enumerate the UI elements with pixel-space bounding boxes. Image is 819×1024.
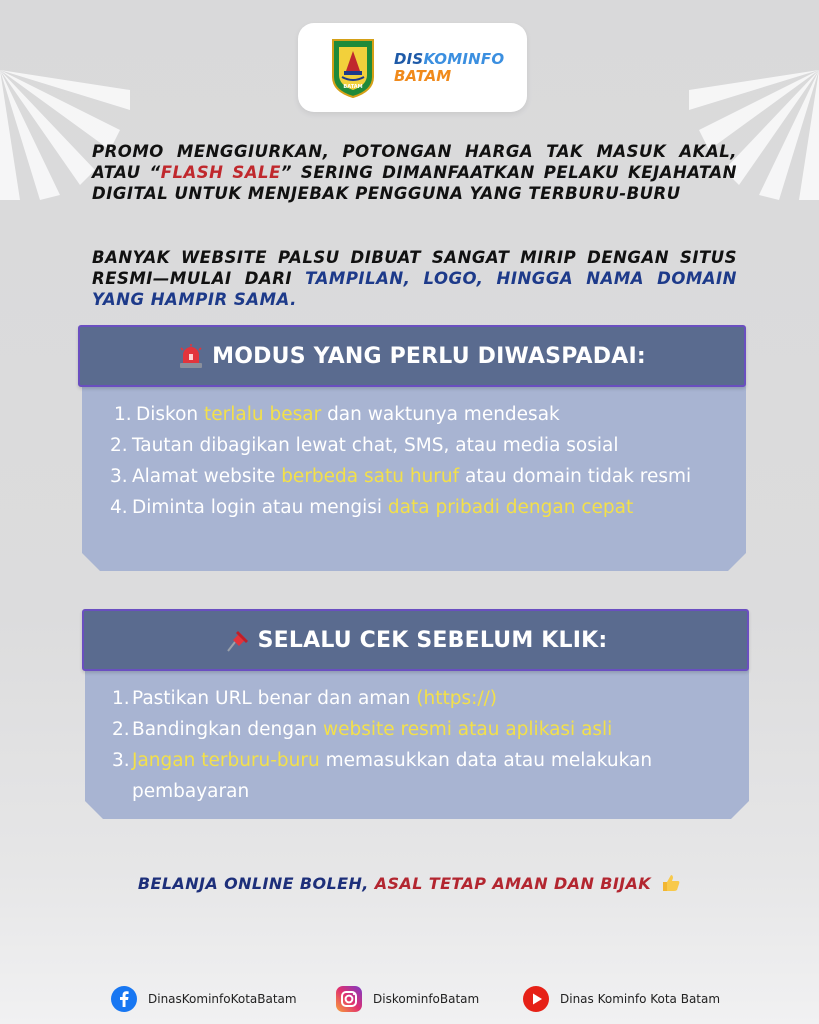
social-links [0,985,819,1015]
youtube-handle: Dinas Kominfo Kota Batam [560,992,721,1006]
modus-panel-title: MODUS YANG PERLU DIWASPADAI: [212,343,646,369]
list-num: 3. [110,466,128,487]
siren-icon [178,343,204,369]
facebook-icon [110,985,138,1013]
instagram-icon [335,985,363,1013]
list-item [112,683,732,714]
list-highlight: data pribadi dengan cepat [387,497,634,518]
list-item [110,430,730,461]
youtube-icon [522,985,550,1013]
brand-wordmark [394,49,505,85]
list-text: Alamat website [132,466,282,487]
list-highlight: (https://) [416,688,498,709]
intro-paragraph-1 [92,141,737,204]
instagram-link[interactable] [335,985,479,1013]
closing-text-b: ASAL TETAP AMAN DAN BIJAK [374,874,652,893]
logo-card [298,23,527,112]
brand-dis: DIS [394,49,424,68]
list-num: 1. [112,688,130,709]
list-num: 1. [114,404,132,425]
list-item [112,745,732,807]
intro-flash-sale: FLASH SALE [160,163,281,182]
check-panel-header [82,609,749,671]
list-num: 2. [112,719,130,740]
instagram-handle: DiskominfoBatam [373,992,480,1006]
check-list [112,683,732,807]
batam-emblem-icon [330,37,376,99]
list-num: 3. [112,750,130,771]
closing-message [0,873,819,893]
list-text: Diskon [136,404,205,425]
intro-p1-text-a: PROMO MENGGIURKAN, POTONGAN HARGA TAK MASUK AKAL, ATAU “ [92,142,737,182]
list-highlight: berbeda satu huruf [281,466,460,487]
intro-p2-text-a: BANYAK WEBSITE PALSU DIBUAT SANGAT MIRIP DENGAN SITUS RESMI—MULAI DARI [92,248,737,288]
list-text: Pastikan URL benar dan aman [132,688,417,709]
intro-p1-text-b: ” SERING DIMANFAATKAN PELAKU KEJAHATAN DIGITAL UNTUK MENJEBAK PENGGUNA YANG TERBURU-BURU [92,163,737,203]
list-text: atau domain tidak resmi [459,466,692,487]
list-text: Tautan dibagikan lewat chat, SMS, atau media sosial [132,435,619,456]
list-item [110,492,730,523]
modus-panel-header [78,325,746,387]
list-item [112,714,732,745]
list-text: dan waktunya mendesak [321,404,560,425]
intro-paragraph-2 [92,247,737,310]
emblem-label: BATAM [343,83,363,90]
thumbs-up-icon [661,873,681,893]
modus-list [110,399,730,523]
list-num: 2. [110,435,128,456]
list-item [110,461,730,492]
facebook-handle: DinasKominfoKotaBatam [148,992,297,1006]
list-text: Diminta login atau mengisi [132,497,388,518]
youtube-link[interactable] [522,985,720,1013]
closing-text-a: BELANJA ONLINE BOLEH, [137,874,375,893]
list-highlight: Jangan terburu-buru [132,750,320,771]
list-highlight: terlalu besar [204,404,322,425]
facebook-link[interactable] [110,985,297,1013]
list-num: 4. [110,497,128,518]
intro-p2-highlight: TAMPILAN, LOGO, HINGGA NAMA DOMAIN YANG HAMPIR SAMA. [92,269,737,309]
list-text: memasukkan data atau melakukan pembayaran [132,750,653,802]
check-panel-title: SELALU CEK SEBELUM KLIK: [257,627,608,653]
brand-batam: BATAM [394,66,452,85]
list-text: Bandingkan dengan [132,719,323,740]
list-highlight: website resmi atau aplikasi asli [322,719,613,740]
brand-kominfo: KOMINFO [423,49,505,68]
list-item [110,399,730,430]
pushpin-icon [224,627,250,653]
